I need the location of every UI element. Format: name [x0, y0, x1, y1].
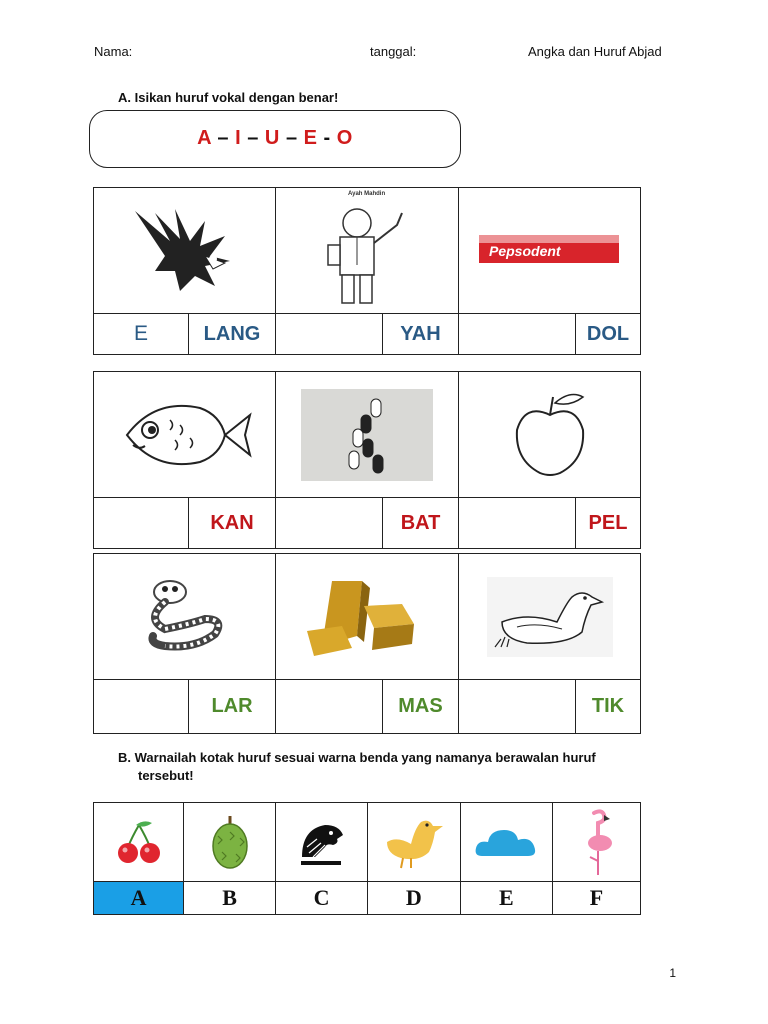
word-fragment: LANG [189, 314, 276, 355]
date-label: tanggal: [370, 44, 417, 59]
gold-picture-cell [276, 554, 459, 680]
vowel-separator: - [323, 127, 331, 149]
exercise-row-2 [93, 371, 641, 549]
toothpaste-icon [477, 231, 622, 271]
fish-picture-cell [94, 372, 276, 498]
cloud-cell [460, 803, 552, 882]
toothpaste-picture-cell [459, 188, 641, 314]
letter-box-e[interactable]: E [460, 882, 552, 915]
gold-bars-icon [302, 576, 432, 658]
capsules-picture-cell [276, 372, 459, 498]
durian-cell [184, 803, 276, 882]
answer-box[interactable] [94, 680, 189, 734]
answer-box[interactable] [276, 314, 383, 355]
father-picture-cell [276, 188, 459, 314]
capsules-icon [301, 389, 433, 481]
answer-box[interactable] [94, 498, 189, 549]
answer-box[interactable] [276, 498, 383, 549]
word-fragment: MAS [383, 680, 459, 734]
answer-box[interactable] [276, 680, 383, 734]
word-fragment: TIK [576, 680, 641, 734]
eagle-picture-cell [94, 188, 276, 314]
duck-yellow-icon [381, 814, 447, 870]
vowel-box [89, 110, 461, 168]
word-fragment: DOL [576, 314, 641, 355]
exercise-row-3 [93, 553, 641, 734]
letter-box-b[interactable]: B [184, 882, 276, 915]
eagle-head-cell [276, 803, 368, 882]
color-letter-table [93, 802, 641, 915]
vowel-i: I [235, 127, 242, 149]
cloud-icon [474, 822, 538, 862]
eagle-icon [125, 201, 245, 301]
vowel-u: U [264, 127, 280, 149]
snake-picture-cell [94, 554, 276, 680]
exercise-row-1 [93, 187, 641, 355]
vowel-a: A [197, 127, 212, 149]
page-number: 1 [669, 966, 676, 980]
flamingo-cell [552, 803, 640, 882]
apple-icon [505, 385, 595, 485]
eagle-head-icon [297, 817, 347, 867]
vowel-e: E [303, 127, 318, 149]
duck-icon [487, 577, 613, 657]
answer-box[interactable]: E [94, 314, 189, 355]
duck-picture-cell [459, 554, 641, 680]
section-b-instruction-line2: tersebut! [138, 768, 194, 783]
answer-box[interactable] [459, 498, 576, 549]
vowel-separator: – [247, 127, 259, 149]
flamingo-icon [576, 807, 616, 877]
apple-picture-cell [459, 372, 641, 498]
word-fragment: PEL [576, 498, 641, 549]
letter-box-d[interactable]: D [368, 882, 460, 915]
word-fragment: KAN [189, 498, 276, 549]
vowel-separator: – [217, 127, 230, 149]
vowel-separator: – [285, 127, 298, 149]
word-fragment: BAT [383, 498, 459, 549]
letter-box-a[interactable]: A [94, 882, 184, 915]
cherries-cell [94, 803, 184, 882]
vowel-sequence [90, 127, 460, 150]
section-a-instruction: A. Isikan huruf vokal dengan benar! [118, 90, 339, 105]
letter-box-c[interactable]: C [276, 882, 368, 915]
cherries-icon [114, 817, 164, 867]
worksheet-title: Angka dan Huruf Abjad [528, 44, 662, 59]
toothpaste-brand: Pepsodent [489, 242, 561, 259]
word-fragment: LAR [189, 680, 276, 734]
fish-icon [115, 390, 255, 480]
vowel-o: O [336, 127, 353, 149]
answer-box[interactable] [459, 314, 576, 355]
snake-icon [135, 574, 235, 659]
picture-caption: Ayah Mahdin [348, 191, 386, 197]
name-label: Nama: [94, 44, 133, 59]
durian-icon [210, 814, 250, 870]
word-fragment: YAH [383, 314, 459, 355]
answer-box[interactable] [459, 680, 576, 734]
duck-cell [368, 803, 460, 882]
section-b-instruction-line1: B. Warnailah kotak huruf sesuai warna benda yang namanya berawalan huruf [118, 750, 596, 765]
father-icon [302, 195, 432, 307]
letter-box-f[interactable]: F [552, 882, 640, 915]
